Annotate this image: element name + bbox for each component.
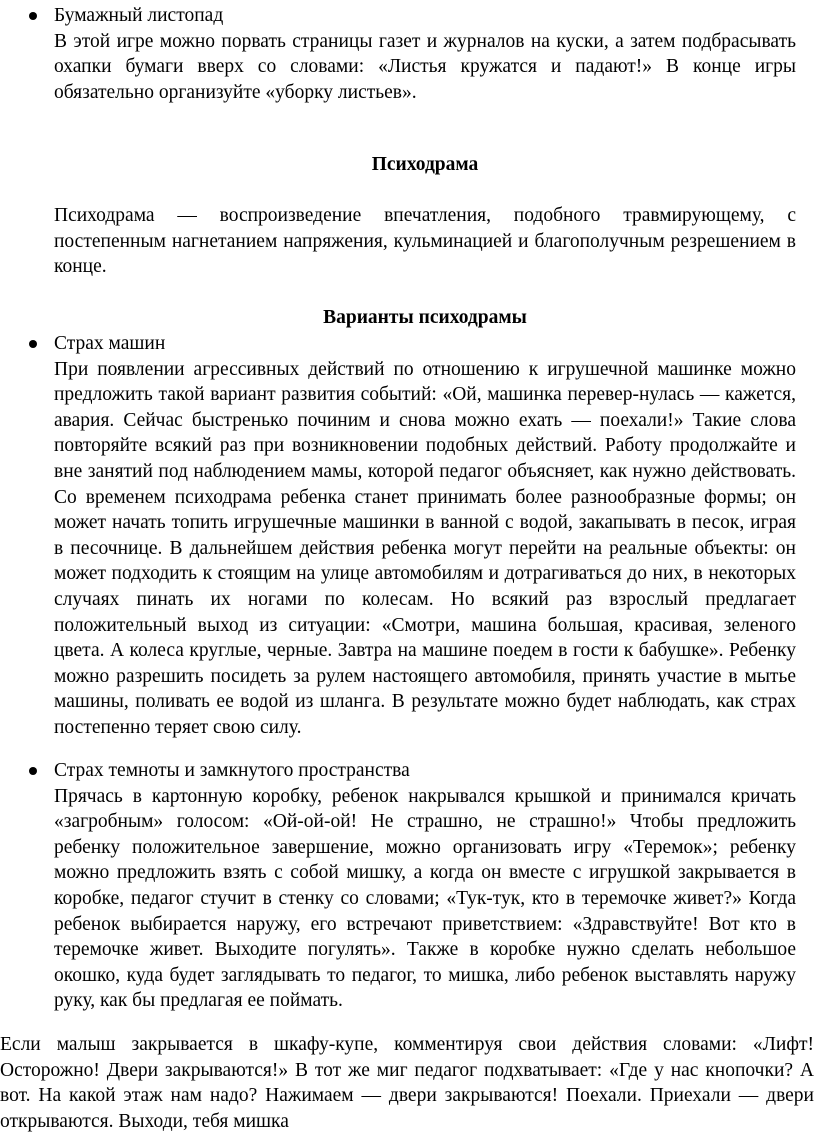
psychodrama-definition: Психодрама — воспроизведение впечатления, подобного травмирующему, с постепенным нагнетанием напряжения, кульминацией и благополучным резрешением в конце.	[54, 205, 796, 278]
closing-paragraph: Если малыш закрывается в шкафу-купе, комментируя свои действия словами: «Лифт! Осторожно! Двери закрываются!» В тот же миг педагог подхватывает: «Где у нас кнопочки? А вот. На какой этаж нам надо? Нажимаем — двери закрываются! Поехали. Приехали — двери открываются. Выходи, тебя мишка	[0, 1034, 814, 1132]
bullet-icon	[29, 12, 37, 20]
bullet-icon	[29, 340, 37, 348]
list-item-title: Бумажный листопад	[54, 5, 224, 26]
list-item-text: В этой игре можно порвать страницы газет и журналов на куски, а затем подбрасывать охапки бумаги вверх со словами: «Листья кружатся и падают!» В конце игры обязательно организуйте «уборку листьев».	[54, 30, 796, 103]
bullet-icon	[29, 767, 37, 775]
list-item-title: Страх темноты и замкнутого пространства	[54, 760, 410, 781]
list-item-text: Прячась в картонную коробку, ребенок накрывался крышкой и принимался кричать «загробным» голосом: «Ой-ой-ой! Не страшно, не страшно!» Чтобы предложить ребенку положительное завершение, можно организовать игру «Теремок»; ребенку можно предложить взять с собой мишку, а когда он вместе с игрушкой закрывается в коробке, педагог стучит в стенку со словами; «Тук-тук, кто в теремочке живет?» Когда ребенок выбирается наружу, его встречают приветствием: «Здравствуйте! Вот кто в теремочке живет. Выходите погулять». Также в коробке нужно сделать небольшое окошко, куда будет заглядывать то педагог, то мишка, либо ребенок выставлять наружу руку, как бы предлагая ее поймать.	[54, 785, 796, 1012]
list-item-text: При появлении агрессивных действий по отношению к игрушечной машинке можно предложить такой вариант развития событий: «Ой, машинка перевер-нулась — кажется, авария. Сейчас быстренько починим и снова можно ехать — поехали!» Такие слова повторяйте всякий раз при возникновении подобных действий. Работу продолжайте и вне занятий под наблюдением мамы, которой педагог объясняет, как нужно действовать. Со временем психодрама ребенка станет принимать более разнообразные формы; он может начать топить игрушечные машинки в ванной с водой, закапывать в песок, играя в песочнице. В дальнейшем действия ребенка могут перейти на реальные объекты: он может подходить к стоящим на улице автомобилям и дотрагиваться до них, в некоторых случаях пинать их ногами по колесам. Но всякий раз взрослый предлагает положительный выход из ситуации: «Смотри, машина большая, красивая, зеленого цвета. А колеса круглые, черные. Завтра на машине поедем в гости к бабушке». Ребенку можно разрешить посидеть за рулем настоящего автомобиля, принять участие в мытье машины, поливать ее водой из шланга. В результате можно будет наблюдать, как страх постепенно теряет свою силу.	[54, 358, 796, 738]
list-item-fear-of-cars	[54, 331, 796, 741]
section-heading-variants: Варианты психодрамы	[323, 307, 527, 328]
list-item-paper-leaf-fall	[54, 3, 796, 105]
list-item-title: Страх машин	[54, 333, 166, 354]
section-heading-psychodrama: Психодрама	[371, 154, 479, 175]
list-item-fear-of-dark	[54, 758, 796, 1014]
